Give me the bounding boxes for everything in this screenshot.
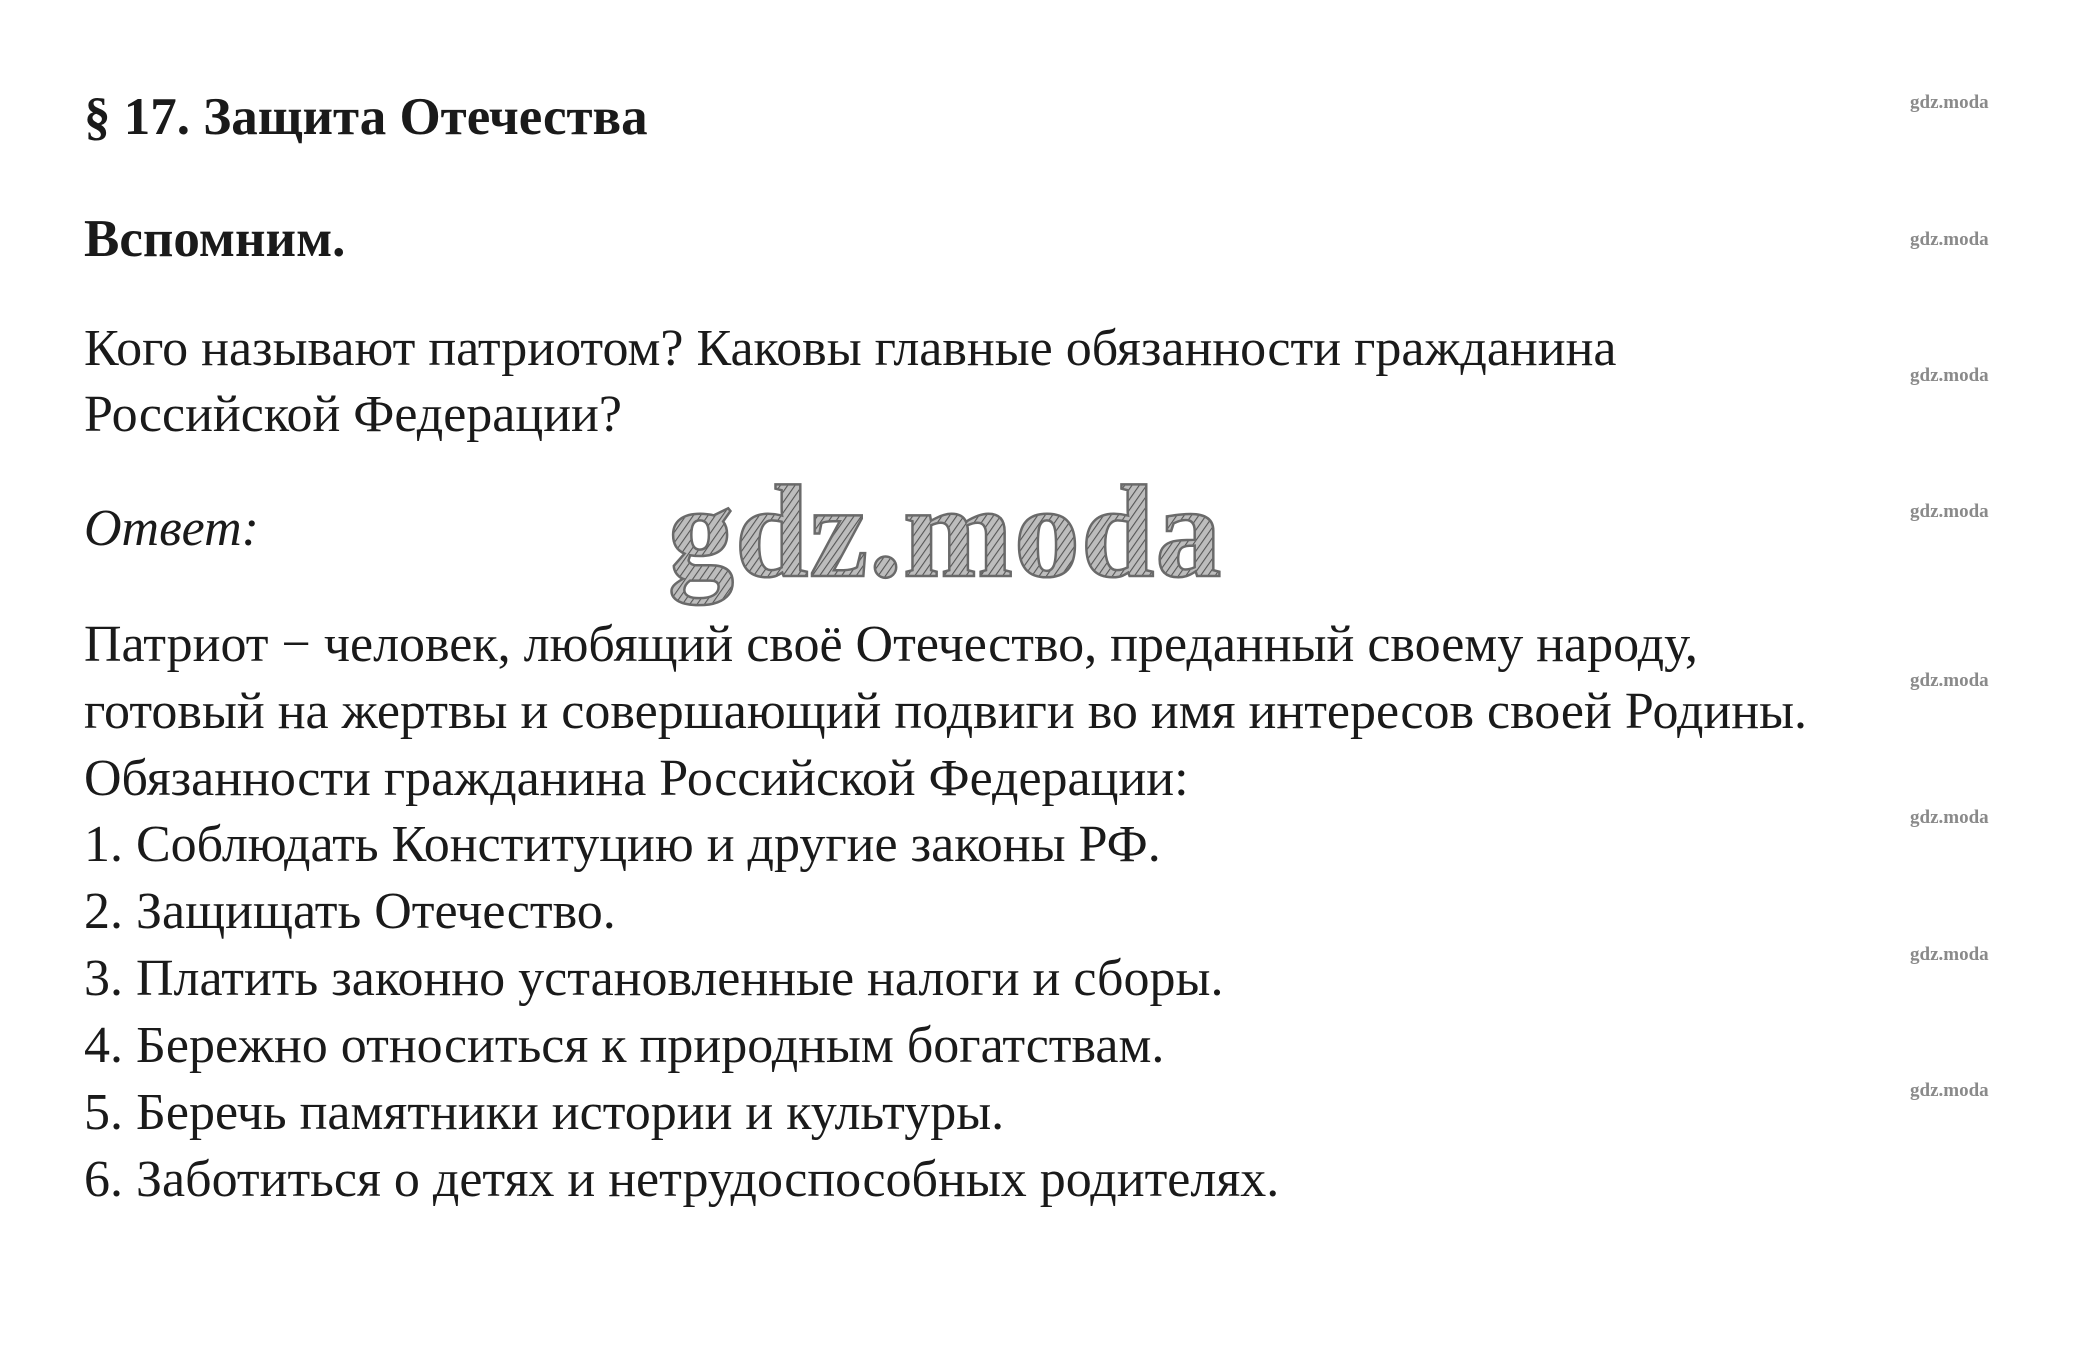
answer-label: Ответ:: [84, 500, 259, 557]
watermark-logo: [660, 468, 1260, 628]
duty-list-item: 5. Беречь памятники истории и культуры.: [84, 1084, 1005, 1141]
duty-list-item: 1. Соблюдать Конституцию и другие законы РФ.: [84, 816, 1161, 873]
watermark-logo-text: gdz.moda: [668, 468, 1223, 605]
watermark-small: gdz.moda: [1910, 670, 1989, 691]
duty-list-item: 2. Защищать Отечество.: [84, 883, 616, 940]
watermark-small: gdz.moda: [1910, 229, 1989, 250]
question-line: Кого называют патриотом? Каковы главные обязанности гражданина: [84, 320, 1617, 377]
watermark-small: gdz.moda: [1910, 944, 1989, 965]
duty-list-item: 6. Заботиться о детях и нетрудоспособных родителях.: [84, 1151, 1280, 1208]
watermark-small: gdz.moda: [1910, 1080, 1989, 1101]
watermark-small: gdz.moda: [1910, 92, 1989, 113]
recall-heading: Вспомним.: [84, 210, 346, 268]
page-title: § 17. Защита Отечества: [84, 88, 648, 146]
watermark-small: gdz.moda: [1910, 807, 1989, 828]
question-line: Российской Федерации?: [84, 386, 622, 443]
answer-line: Патриот − человек, любящий своё Отечество, преданный своему народу,: [84, 616, 1698, 673]
duty-list-item: 4. Бережно относиться к природным богатствам.: [84, 1017, 1165, 1074]
answer-line: Обязанности гражданина Российской Федерации:: [84, 750, 1189, 807]
answer-line: готовый на жертвы и совершающий подвиги во имя интересов своей Родины.: [84, 683, 1808, 740]
duty-list-item: 3. Платить законно установленные налоги и сборы.: [84, 950, 1224, 1007]
watermark-small: gdz.moda: [1910, 501, 1989, 522]
watermark-small: gdz.moda: [1910, 365, 1989, 386]
